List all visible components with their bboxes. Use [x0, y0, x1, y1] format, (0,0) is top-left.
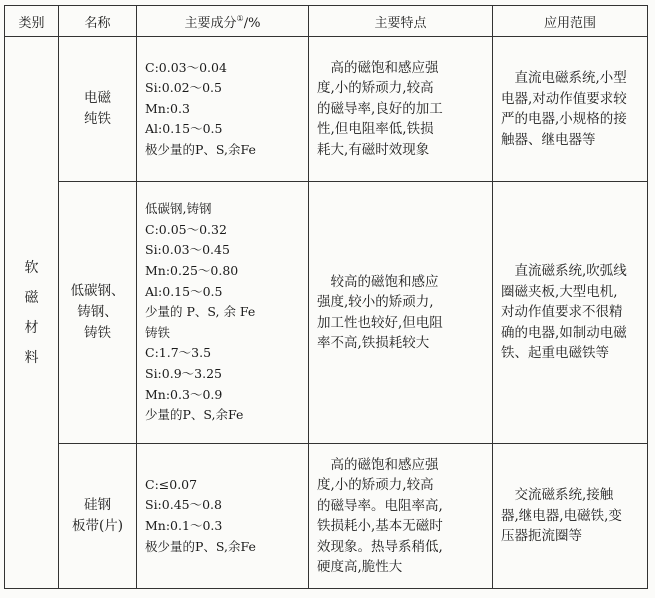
category-char: 材	[24, 319, 39, 336]
table-row	[5, 444, 648, 589]
header-name: 名称	[59, 6, 137, 37]
table-row	[5, 182, 648, 444]
header-features: 主要特点	[309, 6, 493, 37]
header-row	[5, 6, 648, 37]
applications-cell: 交流磁系统,接触 器,继电器,电磁铁,变 压器扼流圈等	[493, 444, 648, 589]
features-cell: 高的磁饱和感应强 度,小的矫顽力,较高 的磁导率。电阻率高, 铁损耗小,基本无磁时 效现象。热导系稍低, 硬度高,脆性大	[309, 444, 493, 589]
header-applications: 应用范围	[493, 6, 648, 37]
features-cell: 高的磁饱和感应强 度,小的矫顽力,较高 的磁导率,良好的加工 性,但电阻率低,铁损 耗大,有磁时效现象	[309, 37, 493, 182]
category-char: 磁	[24, 289, 39, 306]
features-cell: 较高的磁饱和感应 强度,较小的矫顽力, 加工性也较好,但电阻 率不高,铁损耗较大	[309, 182, 493, 444]
composition-cell: C:≤0.07 Si:0.45～0.8 Mn:0.1～0.3 极少量的P、S,余Fe	[137, 444, 309, 589]
soft-magnetic-materials-table	[4, 5, 648, 589]
composition-cell: 低碳钢,铸钢 C:0.05～0.32 Si:0.03～0.45 Mn:0.25～0.80 Al:0.15～0.5 少量的 P、S, 余 Fe 铸铁 C:1.7～3.5 Si:0.9～3.25 Mn:0.3～0.9 少量的P、S,余Fe	[137, 182, 309, 444]
applications-cell: 直流磁系统,吹弧线 圈磁夹板,大型电机, 对动作值要求不很精 确的电器,如制动电磁 铁、起重电磁铁等	[493, 182, 648, 444]
applications-cell: 直流电磁系统,小型 电器,对动作值要求较 严的电器,小规格的接 触器、继电器等	[493, 37, 648, 182]
name-cell: 硅钢 板带(片)	[59, 444, 137, 589]
header-composition: 主要成分①/%	[137, 6, 309, 37]
name-cell: 电磁 纯铁	[59, 37, 137, 182]
category-char: 料	[24, 349, 39, 366]
category-char: 软	[24, 259, 39, 276]
footnote-marker: ①	[236, 13, 244, 23]
category-cell	[5, 37, 59, 589]
table-row	[5, 37, 648, 182]
header-category: 类别	[5, 6, 59, 37]
name-cell: 低碳钢、 铸钢、 铸铁	[59, 182, 137, 444]
composition-cell: C:0.03～0.04 Si:0.02～0.5 Mn:0.3 Al:0.15～0.5 极少量的P、S,余Fe	[137, 37, 309, 182]
